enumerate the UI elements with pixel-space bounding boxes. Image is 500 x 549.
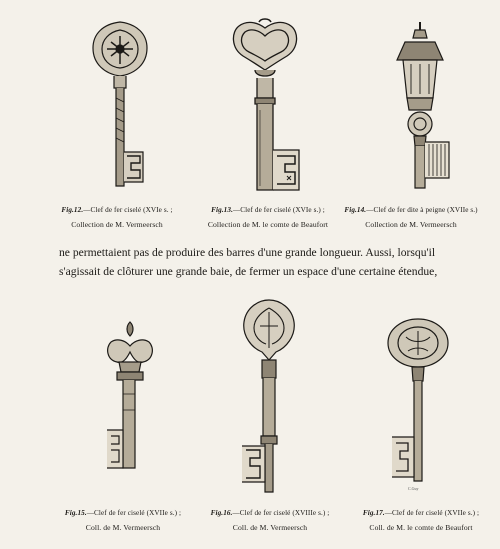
fig-number: Fig.14. — [344, 206, 367, 214]
fig-description: —Clef de fer ciselé (XVIIIe s.) ; — [232, 509, 330, 517]
key-illustration-fig17 — [378, 313, 458, 498]
key-illustration-fig13 — [225, 14, 310, 199]
body-line: s'agissait de clôturer une grande baie, de fermer un espace d'une certaine étendue, — [59, 265, 438, 278]
body-line: ne permettaient pas de produire des barres d'une grande longueur. Aussi, lorsqu'il — [59, 246, 436, 259]
caption-fig12 — [52, 206, 182, 229]
key-illustration-fig16 — [232, 296, 307, 501]
caption-fig13 — [198, 206, 338, 229]
caption-fig15 — [58, 509, 188, 532]
key-illustration-fig15 — [95, 318, 165, 493]
fig-collection: Collection de M. Vermeersch — [71, 220, 163, 229]
fig-collection: Coll. de M. Vermeersch — [85, 523, 161, 532]
engraver-signature: C.Guy — [408, 486, 419, 491]
caption-fig17 — [350, 509, 492, 532]
fig-collection: Collection de M. Vermeersch — [365, 220, 457, 229]
fig-number: Fig.16. — [210, 509, 233, 517]
fig-description: —Clef de fer ciselé (XVIe s. ; — [83, 206, 173, 214]
fig-number: Fig.17. — [362, 509, 385, 517]
fig-number: Fig.12. — [61, 206, 84, 214]
fig-number: Fig.13. — [211, 206, 233, 214]
fig-description: —Clef de fer dite à peigne (XVIIe s.) — [366, 206, 478, 214]
caption-fig14 — [336, 206, 486, 229]
body-paragraph — [59, 243, 471, 281]
fig-collection: Collection de M. le comte de Beaufort — [207, 220, 329, 229]
key-illustration-fig14 — [385, 20, 455, 200]
fig-collection: Coll. de M. le comte de Beaufort — [369, 523, 473, 532]
fig-description: —Clef de fer ciselé (XVIIe s.) ; — [86, 509, 182, 517]
fig-description: —Clef de fer ciselé (XVIe s.) ; — [232, 206, 325, 214]
fig-collection: Coll. de M. Vermeersch — [232, 523, 308, 532]
key-illustration-fig12 — [85, 18, 155, 198]
fig-description: —Clef de fer ciselé (XVIIe s.) ; — [384, 509, 480, 517]
caption-fig16 — [200, 509, 340, 532]
fig-number: Fig.15. — [64, 509, 87, 517]
